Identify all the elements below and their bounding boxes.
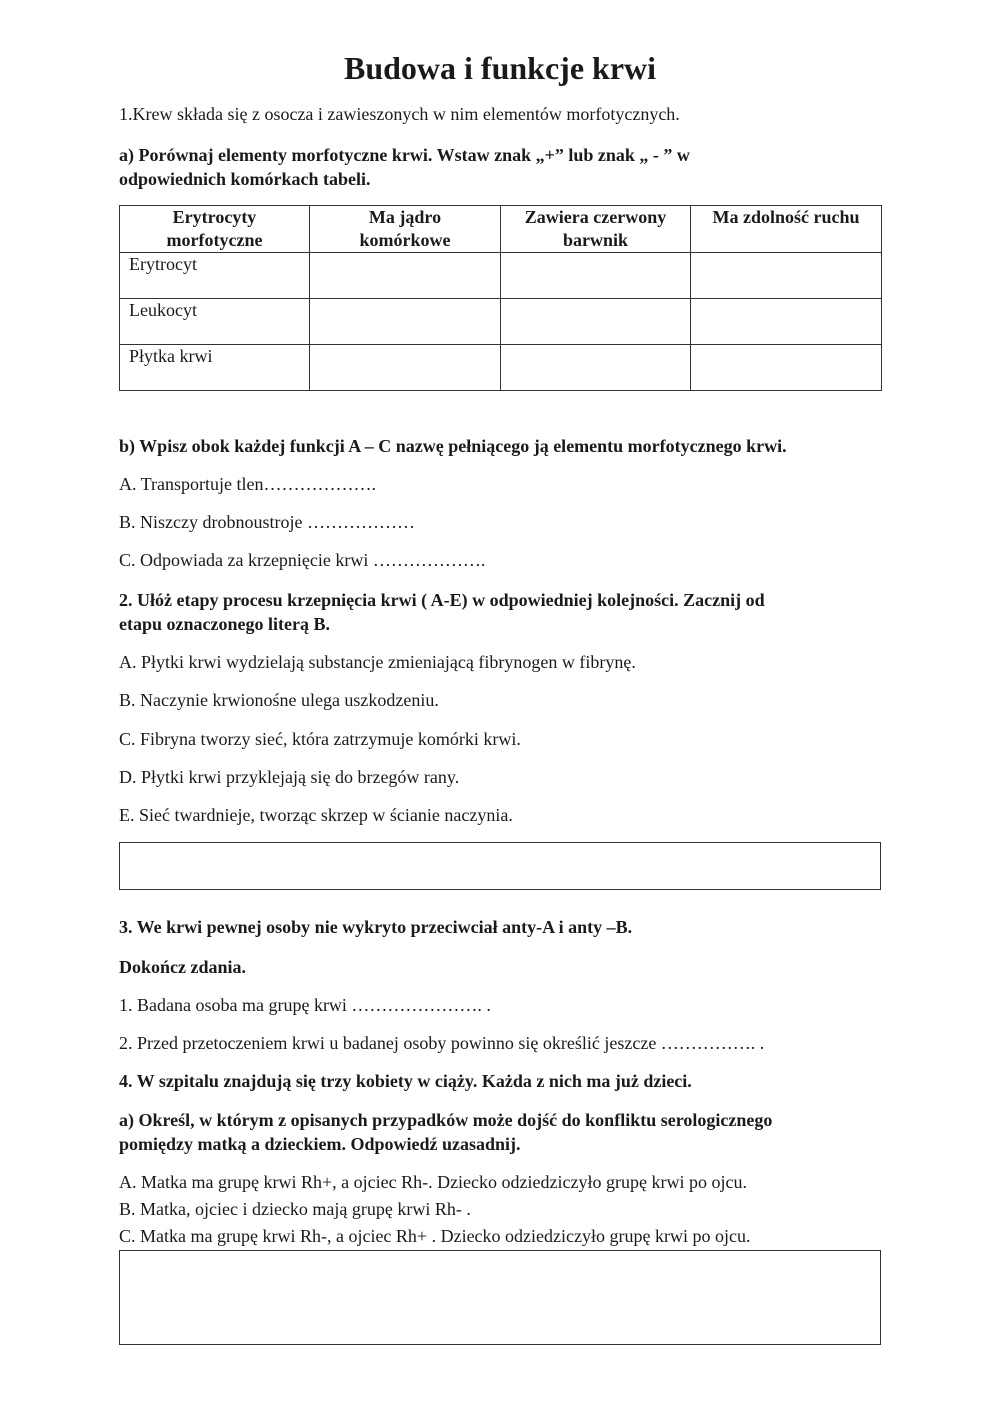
header-line: Ma zdolność ruchu: [712, 207, 860, 227]
task-4-instruction: 4. W szpitalu znajdują się trzy kobiety w ciąży. Każda z nich ma już dzieci.: [119, 1071, 692, 1091]
header-line: Erytrocyty: [172, 207, 257, 227]
answer-cell[interactable]: [691, 253, 882, 299]
table-header-nucleus: [310, 206, 501, 253]
answer-cell[interactable]: [310, 299, 501, 345]
function-item-b: B. Niszczy drobnoustroje ………………: [119, 512, 415, 532]
row-label: Erytrocyt: [120, 253, 310, 299]
table-row: [120, 253, 882, 299]
page-title: Budowa i funkcje krwi: [343, 50, 657, 86]
task-1b-instruction: b) Wpisz obok każdej funkcji A – C nazwę pełniącego ją elementu morfotycznego krwi.: [119, 436, 787, 456]
header-line: komórkowe: [359, 230, 451, 250]
task-4a-instruction-line2: pomiędzy matką a dzieckiem. Odpowiedź uzasadnij.: [119, 1134, 521, 1154]
task-1a-instruction-line1: a) Porównaj elementy morfotyczne krwi. Wstaw znak „+” lub znak „ - ” w: [119, 145, 690, 165]
sentence-item-2: 2. Przed przetoczeniem krwi u badanej osoby powinno się określić jeszcze ……………. .: [119, 1033, 765, 1053]
header-line: Zawiera czerwony: [524, 207, 667, 227]
row-label: Leukocyt: [120, 299, 310, 345]
table-row: [120, 299, 882, 345]
table-header-row: [120, 206, 882, 253]
answer-cell[interactable]: [691, 345, 882, 391]
function-item-a: A. Transportuje tlen……………….: [119, 474, 377, 494]
header-line: morfotyczne: [166, 230, 263, 250]
table-row: [120, 345, 882, 391]
header-line: Ma jądro: [368, 207, 442, 227]
task-4a-instruction-line1: a) Określ, w którym z opisanych przypadków może dojść do konfliktu serologicznego: [119, 1110, 773, 1130]
stage-item-a: A. Płytki krwi wydzielają substancje zmieniającą fibrynogen w fibrynę.: [119, 652, 636, 672]
answer-cell[interactable]: [501, 299, 691, 345]
header-line: barwnik: [562, 230, 629, 250]
answer-cell[interactable]: [501, 345, 691, 391]
case-item-b: B. Matka, ojciec i dziecko mają grupę krwi Rh- .: [119, 1199, 471, 1219]
comparison-table: [119, 205, 882, 391]
case-item-c: C. Matka ma grupę krwi Rh-, a ojciec Rh+ . Dziecko odziedziczyło grupę krwi po ojcu.: [119, 1226, 751, 1246]
task-2-instruction-line1: 2. Ułóż etapy procesu krzepnięcia krwi ( A-E) w odpowiedniej kolejności. Zacznij od: [119, 590, 765, 610]
task-2-answer-box[interactable]: [119, 842, 881, 890]
case-item-a: A. Matka ma grupę krwi Rh+, a ojciec Rh-. Dziecko odziedziczyło grupę krwi po ojcu.: [119, 1172, 747, 1192]
task-1a-instruction-line2: odpowiednich komórkach tabeli.: [119, 169, 371, 189]
stage-item-b: B. Naczynie krwionośne ulega uszkodzeniu.: [119, 690, 439, 710]
table-header-elements: [120, 206, 310, 253]
task-3-instruction: 3. We krwi pewnej osoby nie wykryto przeciwciał anty-A i anty –B.: [119, 917, 633, 937]
intro-text: 1.Krew składa się z osocza i zawieszonych w nim elementów morfotycznych.: [119, 104, 680, 124]
task-4-answer-box[interactable]: [119, 1250, 881, 1345]
stage-item-c: C. Fibryna tworzy sieć, która zatrzymuje komórki krwi.: [119, 729, 521, 749]
answer-cell[interactable]: [310, 345, 501, 391]
function-item-c: C. Odpowiada za krzepnięcie krwi ……………….: [119, 550, 486, 570]
row-label: Płytka krwi: [120, 345, 310, 391]
sentence-item-1: 1. Badana osoba ma grupę krwi …………………. .: [119, 995, 491, 1015]
answer-cell[interactable]: [691, 299, 882, 345]
answer-cell[interactable]: [501, 253, 691, 299]
task-2-instruction-line2: etapu oznaczonego literą B.: [119, 614, 330, 634]
answer-cell[interactable]: [310, 253, 501, 299]
table-header-motility: [691, 206, 882, 253]
task-3-subheading: Dokończ zdania.: [119, 957, 247, 977]
table-header-pigment: [501, 206, 691, 253]
stage-item-e: E. Sieć twardnieje, tworząc skrzep w ścianie naczynia.: [119, 805, 513, 825]
stage-item-d: D. Płytki krwi przyklejają się do brzegów rany.: [119, 767, 460, 787]
